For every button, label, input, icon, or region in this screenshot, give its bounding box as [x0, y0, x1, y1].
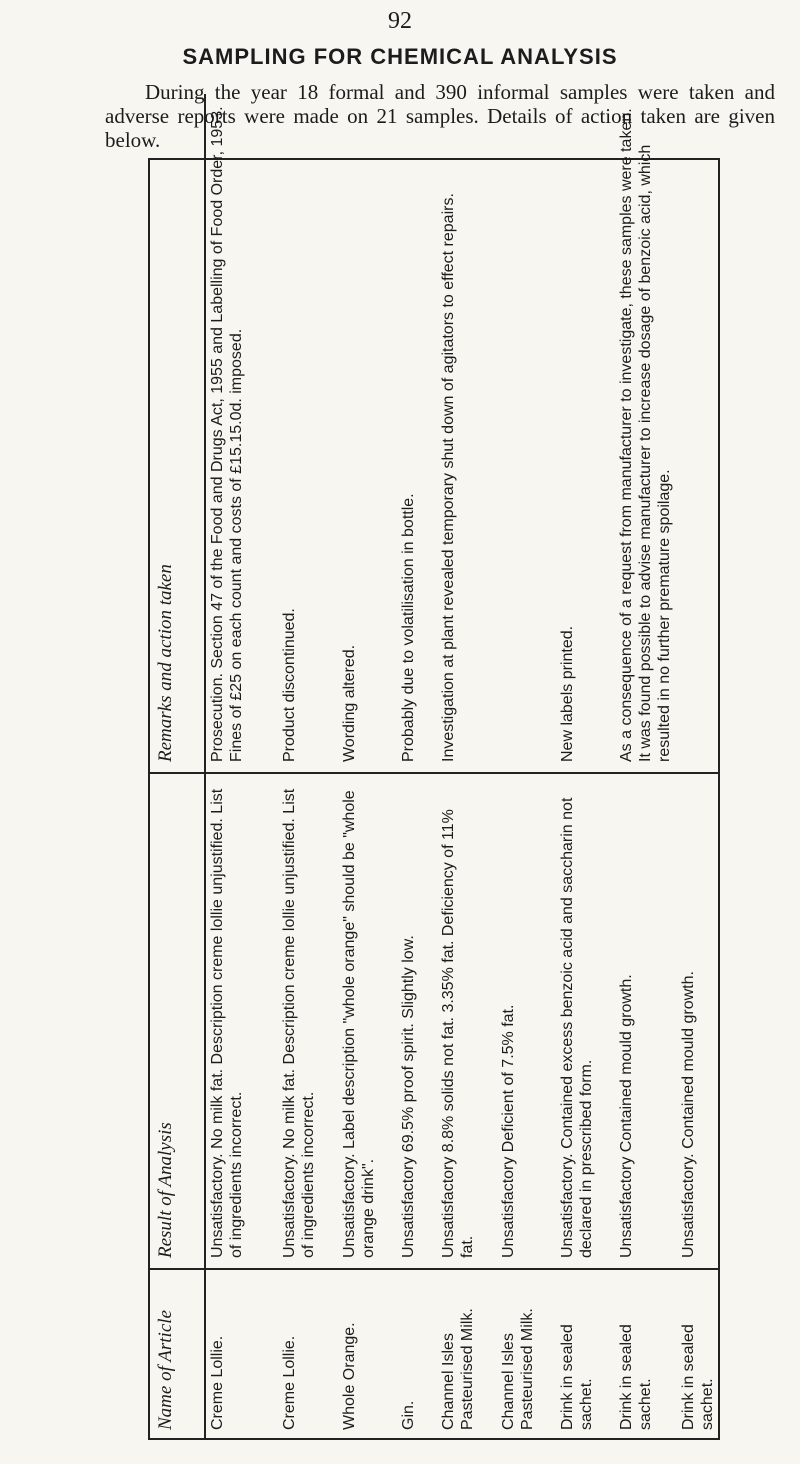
table-row — [205, 94, 278, 1440]
cell-remarks: Wording altered. — [340, 644, 358, 762]
cell-remarks: As a consequence of a request from manufacturer to investigate, these samples were taken. It was found possible to advise manufacturer to increase dosage of benzoic acid, which resulted in no further premature spoilage. — [617, 108, 673, 762]
cell-name: Channel Isles Pasteurised Milk. — [497, 1269, 556, 1440]
table-row — [338, 94, 397, 1440]
cell-remarks: New labels printed. — [558, 625, 576, 762]
cell-result: Unsatisfactory 69.5% proof spirit. Slightly low. — [397, 773, 438, 1269]
cell-result: Unsatisfactory. Label description "whole orange" should be "whole orange drink". — [338, 773, 397, 1269]
header-remarks: Remarks and action taken — [148, 94, 205, 773]
cell-name: Creme Lollie. — [205, 1269, 278, 1440]
cell-remarks: Investigation at plant revealed temporary shut down of agitators to effect repairs. — [440, 193, 458, 762]
page-heading: SAMPLING FOR CHEMICAL ANALYSIS — [182, 44, 618, 69]
table-row — [615, 94, 677, 1440]
analysis-table — [148, 94, 720, 1440]
cell-name: Drink in sealed sachet. — [615, 1269, 677, 1440]
page-number: 92 — [388, 8, 412, 34]
table-row — [397, 94, 438, 1440]
cell-name: Drink in sealed sachet. — [677, 1269, 720, 1440]
cell-remarks: Product discontinued. — [281, 608, 299, 762]
cell-name: Drink in sealed sachet. — [556, 1269, 615, 1440]
table-row — [437, 94, 496, 1440]
intro-paragraph: During the year 18 formal and 390 informal samples were taken and adverse reports were made on 21 samples. Details of action taken are given below. — [105, 80, 775, 152]
cell-remarks — [497, 94, 556, 773]
cell-name: Creme Lollie. — [278, 1269, 337, 1440]
header-name-of-article: Name of Article — [148, 1269, 205, 1440]
table-row — [497, 94, 556, 1440]
cell-result: Unsatisfactory. Contained mould growth. — [677, 773, 720, 1269]
table-row — [677, 94, 720, 1440]
table-header-row — [148, 94, 205, 1440]
cell-name: Whole Orange. — [338, 1269, 397, 1440]
cell-name: Gin. — [397, 1269, 438, 1440]
cell-result: Unsatisfactory Deficient of 7.5% fat. — [497, 773, 556, 1269]
table-row — [278, 94, 337, 1440]
header-result-of-analysis: Result of Analysis — [148, 773, 205, 1269]
cell-name: Channel Isles Pasteurised Milk. — [437, 1269, 496, 1440]
cell-remarks: Prosecution. Section 47 of the Food and Drugs Act, 1955 and Labelling of Food Order, 1953. Fines of £25 on each count and costs of £15.15.0d. imposed. — [209, 106, 245, 762]
cell-result: Unsatisfactory. Contained excess benzoic acid and saccharin not declared in prescribed form. — [556, 773, 615, 1269]
cell-result: Unsatisfactory. No milk fat. Description creme lollie unjustified. List of ingredients incorrect. — [278, 773, 337, 1269]
cell-result: Unsatisfactory Contained mould growth. — [615, 773, 677, 1269]
cell-result: Unsatisfactory 8.8% solids not fat. 3.35% fat. Deficiency of 11% fat. — [437, 773, 496, 1269]
cell-remarks: Probably due to volatilisation in bottle. — [399, 493, 417, 762]
cell-remarks — [677, 94, 720, 773]
cell-result: Unsatisfactory. No milk fat. Description creme lollie unjustified. List of ingredients incorrect. — [205, 773, 278, 1269]
table-row — [556, 94, 615, 1440]
